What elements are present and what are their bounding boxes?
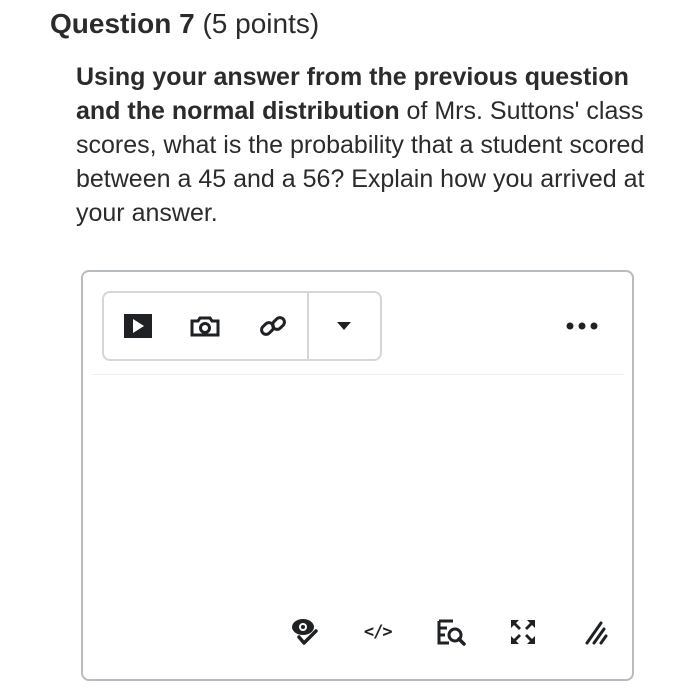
insert-link-button[interactable] <box>239 293 307 359</box>
insert-image-button[interactable] <box>172 293 240 359</box>
source-code-icon: </> <box>363 622 392 642</box>
insert-video-icon <box>123 313 153 339</box>
accessibility-checker-button[interactable] <box>283 612 327 652</box>
question-points: (5 points) <box>202 8 320 39</box>
chevron-down-icon <box>335 320 353 332</box>
fullscreen-button[interactable] <box>501 612 545 652</box>
more-options-button[interactable] <box>562 314 602 338</box>
accessibility-checker-icon <box>291 617 319 647</box>
insert-toolbar <box>102 291 382 361</box>
toolbar-divider <box>91 374 624 375</box>
fullscreen-icon <box>508 617 538 647</box>
answer-editor[interactable] <box>81 270 634 681</box>
question-text-regular: of Mrs. Suttons' class scores, what is the probability that a student scored between a 45 and a 56? Explain how you arrived at your answer. <box>76 97 645 227</box>
insert-image-icon <box>189 313 221 339</box>
preview-button[interactable] <box>429 612 473 652</box>
question-title: Question 7 <box>50 8 195 39</box>
editor-status-bar <box>283 612 618 652</box>
insert-link-icon <box>258 311 288 341</box>
ellipsis-icon <box>564 321 600 331</box>
insert-dropdown-button[interactable] <box>307 293 380 359</box>
preview-icon <box>436 618 466 646</box>
editor-content-area[interactable] <box>91 376 624 596</box>
source-code-button[interactable] <box>356 612 400 652</box>
resize-handle-icon <box>583 619 609 645</box>
question-text <box>76 60 676 230</box>
question-text-bold: Using your answer from the previous question and the normal distribution <box>76 63 629 125</box>
insert-video-button[interactable] <box>104 293 172 359</box>
resize-handle[interactable] <box>574 612 618 652</box>
question-header <box>50 6 319 42</box>
